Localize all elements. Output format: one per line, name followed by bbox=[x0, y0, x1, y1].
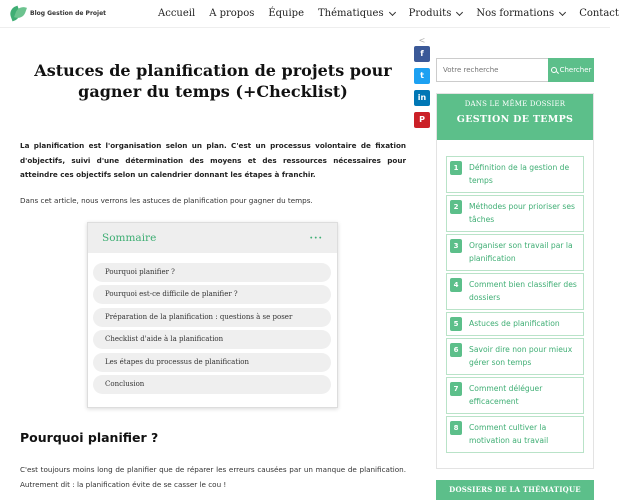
leaf-logo-icon bbox=[10, 5, 26, 21]
nav-label: Accueil bbox=[158, 8, 196, 19]
nav-label: Produits bbox=[408, 8, 452, 19]
dossier-item[interactable] bbox=[446, 234, 584, 271]
item-label: Organiser son travail par la planification bbox=[469, 241, 573, 263]
search-button[interactable] bbox=[548, 58, 594, 82]
nav-label: Contact bbox=[579, 8, 619, 19]
article-paragraph: Dans cet article, nous verrons les astuces de planification pour gagner du temps. bbox=[20, 196, 313, 205]
item-label: Définition de la gestion de temps bbox=[469, 163, 570, 185]
dossier-item[interactable] bbox=[446, 377, 584, 414]
toc-item[interactable]: Checklist d'aide à la planification bbox=[93, 330, 331, 349]
site-header bbox=[0, 0, 619, 28]
section-text: C'est toujours moins long de planifier que de réparer les erreurs causées par un manque de planification. Autrement dit : la planification évite de se casser le cou ! bbox=[20, 465, 406, 489]
item-number: 3 bbox=[450, 239, 462, 253]
nav-thematiques[interactable] bbox=[318, 8, 395, 19]
nav-contact[interactable] bbox=[579, 8, 619, 19]
dossier-item[interactable] bbox=[446, 195, 584, 232]
more-icon[interactable]: ··· bbox=[309, 232, 323, 244]
nav-label: A propos bbox=[209, 8, 255, 19]
item-number: 1 bbox=[450, 161, 462, 175]
toc-list bbox=[88, 253, 337, 394]
nav-produits[interactable] bbox=[409, 8, 463, 19]
article-intro: La planification est l'organisation selon un plan. C'est un processus volontaire de fixation d'objectifs, suivi d'une détermination des moyens et des ressources nécessaires pour atteindre ces objectifs selon un calendrier donnant les étapes à franchir. bbox=[20, 141, 406, 179]
item-number: 7 bbox=[450, 382, 462, 396]
linkedin-icon[interactable]: in bbox=[414, 90, 430, 106]
dossier-list bbox=[437, 140, 593, 453]
nav-a-propos[interactable] bbox=[209, 8, 254, 19]
article-header bbox=[18, 60, 408, 102]
dossier-item[interactable] bbox=[446, 312, 584, 336]
search-icon bbox=[551, 67, 557, 73]
dossier-title: GESTION DE TEMPS bbox=[456, 114, 574, 125]
nav-label: Équipe bbox=[268, 8, 305, 19]
item-number: 6 bbox=[450, 343, 462, 357]
logo-text: Blog Gestion de Projet bbox=[30, 9, 107, 17]
section-heading: Pourquoi planifier ? bbox=[20, 430, 159, 445]
chevron-down-icon bbox=[389, 8, 396, 15]
item-label: Astuces de planification bbox=[469, 319, 560, 328]
dossier-item[interactable] bbox=[446, 273, 584, 310]
dossier-item[interactable] bbox=[446, 416, 584, 453]
page-title: Astuces de planification de projets pour gagner du temps (+Checklist) bbox=[34, 61, 392, 101]
item-label: Comment cultiver la motivation au travail bbox=[469, 423, 549, 445]
pinterest-icon[interactable]: P bbox=[414, 112, 430, 128]
nav-label: Nos formations bbox=[476, 8, 555, 19]
table-of-contents bbox=[87, 222, 338, 408]
item-label: Savoir dire non pour mieux gérer son temps bbox=[469, 345, 573, 367]
related-dossier-widget bbox=[436, 93, 594, 469]
nav-label: Thématiques bbox=[318, 8, 384, 19]
item-number: 5 bbox=[450, 317, 462, 331]
item-number: 4 bbox=[450, 278, 462, 292]
item-number: 8 bbox=[450, 421, 462, 435]
nav-accueil[interactable] bbox=[158, 8, 195, 19]
dossier-item[interactable] bbox=[446, 156, 584, 193]
toc-title: Sommaire bbox=[102, 232, 157, 244]
share-bar bbox=[414, 36, 430, 134]
nav-equipe[interactable] bbox=[268, 8, 304, 19]
toc-item[interactable]: Pourquoi est-ce difficile de planifier ? bbox=[93, 285, 331, 304]
site-logo[interactable] bbox=[10, 5, 106, 21]
toc-item[interactable]: Pourquoi planifier ? bbox=[93, 263, 331, 282]
item-label: Comment bien classifier des dossiers bbox=[469, 280, 577, 302]
toc-item[interactable]: Les étapes du processus de planification bbox=[93, 353, 331, 372]
share-icon: < bbox=[418, 36, 426, 45]
search-form bbox=[436, 58, 594, 82]
toc-header[interactable] bbox=[88, 223, 337, 253]
dossier-header bbox=[437, 94, 593, 140]
toc-item[interactable]: Conclusion bbox=[93, 375, 331, 394]
item-number: 2 bbox=[450, 200, 462, 214]
search-input[interactable] bbox=[436, 58, 548, 82]
dossier-item[interactable] bbox=[446, 338, 584, 375]
dossier-subtitle: DANS LE MÊME DOSSIER bbox=[464, 100, 566, 108]
chevron-down-icon bbox=[456, 8, 463, 15]
twitter-icon[interactable]: t bbox=[414, 68, 430, 84]
toc-item[interactable]: Préparation de la planification : questions à se poser bbox=[93, 308, 331, 327]
nav-nos-formations[interactable] bbox=[476, 8, 565, 19]
main-nav bbox=[158, 8, 633, 19]
item-label: Comment déléguer efficacement bbox=[469, 384, 543, 406]
thematique-widget-header: DOSSIERS DE LA THÉMATIQUE bbox=[436, 480, 594, 500]
facebook-icon[interactable]: f bbox=[414, 46, 430, 62]
item-label: Méthodes pour prioriser ses tâches bbox=[469, 202, 576, 224]
search-button-label: Chercher bbox=[559, 66, 592, 74]
chevron-down-icon bbox=[559, 8, 566, 15]
